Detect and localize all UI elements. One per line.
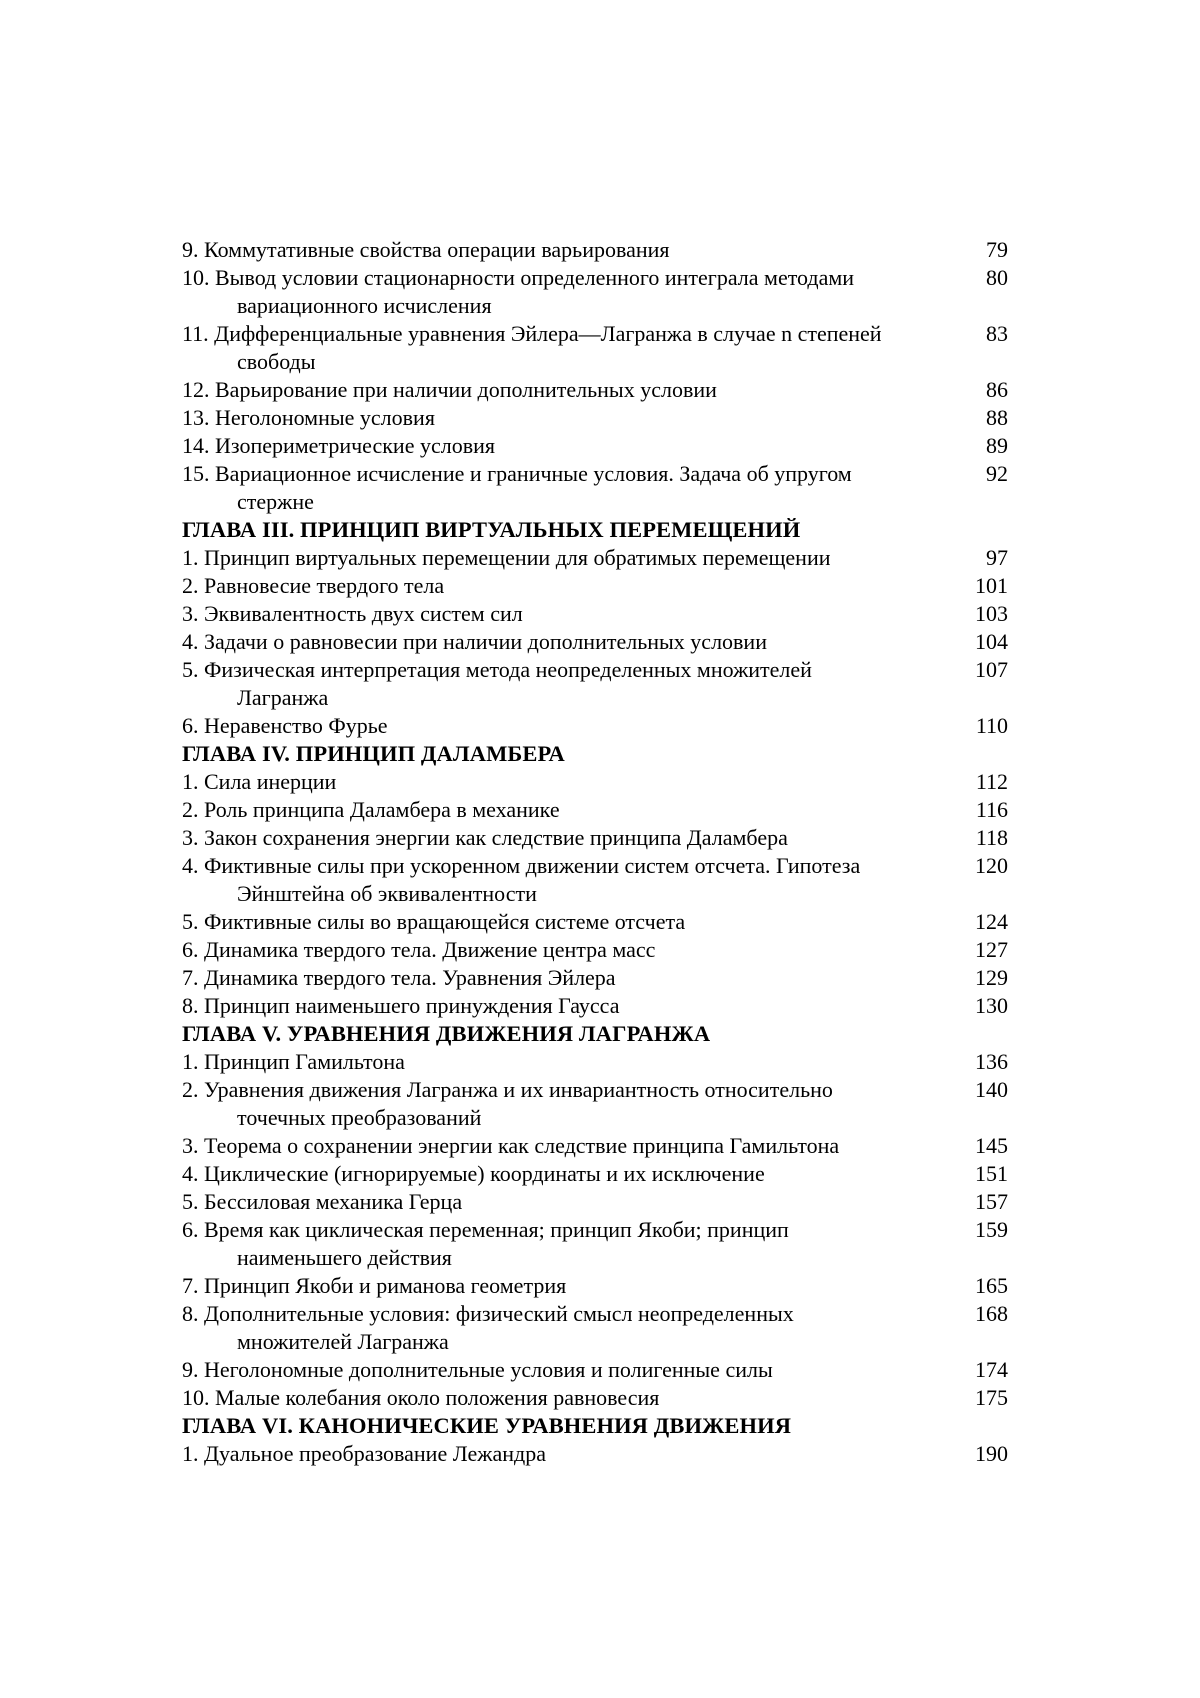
toc-page-number: 151 xyxy=(975,1161,1008,1186)
toc-entry xyxy=(182,1076,1022,1132)
toc-entry-title-line: 1. Принцип виртуальных перемещении для обратимых перемещении xyxy=(182,545,831,570)
toc-entry-title-continuation: множителей Лагранжа xyxy=(237,1329,449,1354)
chapter-heading: ГЛАВА III. ПРИНЦИП ВИРТУАЛЬНЫХ ПЕРЕМЕЩЕНИЙ xyxy=(182,517,801,542)
toc-entry-title xyxy=(182,1440,952,1468)
toc-entry-title-line: 8. Дополнительные условия: физический смысл неопределенных xyxy=(182,1301,794,1326)
toc-entry xyxy=(182,712,1022,740)
toc-entry-title-line: 3. Закон сохранения энергии как следствие принципа Даламбера xyxy=(182,825,788,850)
toc-entry-title-line: 4. Фиктивные силы при ускоренном движении систем отсчета. Гипотеза xyxy=(182,853,861,878)
toc-entry xyxy=(182,376,1022,404)
toc-entry-title xyxy=(182,1160,952,1188)
toc-entry xyxy=(182,656,1022,712)
toc-page-number: 127 xyxy=(975,937,1008,962)
toc-entry-title xyxy=(182,1384,952,1412)
toc-entry-title-line: 7. Принцип Якоби и риманова геометрия xyxy=(182,1273,567,1298)
chapter-heading: ГЛАВА V. УРАВНЕНИЯ ДВИЖЕНИЯ ЛАГРАНЖА xyxy=(182,1021,711,1046)
toc-page-number: 118 xyxy=(975,825,1008,850)
toc-entry-title xyxy=(182,1300,952,1356)
toc-entry-title xyxy=(182,376,952,404)
toc-entry-title-line: 5. Физическая интерпретация метода неопределенных множителей xyxy=(182,657,812,682)
toc-page-number: 97 xyxy=(986,545,1008,570)
toc-entry-title-continuation: точечных преобразований xyxy=(237,1105,482,1130)
toc-entry xyxy=(182,1048,1022,1076)
toc-entry xyxy=(182,460,1022,516)
toc-entry xyxy=(182,544,1022,572)
toc-entry xyxy=(182,1160,1022,1188)
toc-entry-title-line: 10. Вывод условии стационарности определенного интеграла методами xyxy=(182,265,855,290)
toc-entry xyxy=(182,964,1022,992)
chapter-heading: ГЛАВА IV. ПРИНЦИП ДАЛАМБЕРА xyxy=(182,741,565,766)
toc-page-number: 130 xyxy=(975,993,1008,1018)
toc-page-number: 124 xyxy=(975,909,1008,934)
toc-page-number: 168 xyxy=(975,1301,1008,1326)
toc-page-number: 86 xyxy=(986,377,1008,402)
toc-page-number: 92 xyxy=(986,461,1008,486)
toc-entry-title-line: 10. Малые колебания около положения равновесия xyxy=(182,1385,660,1410)
toc-entry-title-line: 7. Динамика твердого тела. Уравнения Эйлера xyxy=(182,965,616,990)
toc-entry-title-continuation: стержне xyxy=(237,489,314,514)
toc-page-number: 129 xyxy=(975,965,1008,990)
toc-entry-title-line: 4. Циклические (игнорируемые) координаты и их исключение xyxy=(182,1161,765,1186)
toc-entry-title-line: 8. Принцип наименьшего принуждения Гаусса xyxy=(182,993,620,1018)
toc-entry-title-line: 6. Неравенство Фурье xyxy=(182,713,388,738)
toc-entry-title xyxy=(182,1132,952,1160)
toc-entry-title-line: 5. Бессиловая механика Герца xyxy=(182,1189,463,1214)
toc-entry-title-line: 1. Сила инерции xyxy=(182,769,337,794)
toc-entry-title-line: 15. Вариационное исчисление и граничные условия. Задача об упругом xyxy=(182,461,852,486)
toc-entry-title-line: 2. Уравнения движения Лагранжа и их инвариантность относительно xyxy=(182,1077,833,1102)
toc-entry-title xyxy=(182,768,952,796)
toc-entry-title-line: 2. Равновесие твердого тела xyxy=(182,573,445,598)
toc-entry-title xyxy=(182,992,952,1020)
toc-entry-title xyxy=(182,1356,952,1384)
toc-page-number: 110 xyxy=(975,713,1008,738)
toc-entry-title xyxy=(182,1216,952,1272)
toc-page-number: 136 xyxy=(975,1049,1008,1074)
toc-page-number: 104 xyxy=(975,629,1008,654)
toc-page-number: 83 xyxy=(986,321,1008,346)
toc-entry xyxy=(182,320,1022,376)
toc-entry-title-line: 12. Варьирование при наличии дополнительных условии xyxy=(182,377,717,402)
toc-entry-title xyxy=(182,572,952,600)
toc-entry-title xyxy=(182,460,952,516)
toc-entry xyxy=(182,908,1022,936)
toc-entry xyxy=(182,768,1022,796)
toc-entry-title xyxy=(182,1048,952,1076)
toc-entry xyxy=(182,1300,1022,1356)
toc-page-number: 112 xyxy=(975,769,1008,794)
toc-entry-title-line: 9. Коммутативные свойства операции варьирования xyxy=(182,237,670,262)
toc-page-number: 89 xyxy=(986,433,1008,458)
toc-entry-title xyxy=(182,432,952,460)
toc-entry-title xyxy=(182,796,952,824)
toc-entry-title xyxy=(182,1272,952,1300)
toc-page-number: 88 xyxy=(986,405,1008,430)
toc-entry-title-continuation: наименьшего действия xyxy=(237,1245,452,1270)
toc-page-number: 190 xyxy=(975,1441,1008,1466)
toc-entry-title xyxy=(182,824,952,852)
toc-entry-title xyxy=(182,908,952,936)
toc-entry-title-line: 2. Роль принципа Даламбера в механике xyxy=(182,797,560,822)
toc-page-number: 157 xyxy=(975,1189,1008,1214)
toc-entry xyxy=(182,1216,1022,1272)
toc-entry-title-continuation: Эйнштейна об эквивалентности xyxy=(237,881,537,906)
toc-page-number: 103 xyxy=(975,601,1008,626)
toc-entry-title-line: 3. Эквивалентность двух систем сил xyxy=(182,601,523,626)
toc-entry xyxy=(182,824,1022,852)
toc-entry-title-line: 4. Задачи о равновесии при наличии дополнительных условии xyxy=(182,629,767,654)
toc-entry-title-line: 14. Изопериметрические условия xyxy=(182,433,495,458)
toc-page-number: 79 xyxy=(986,237,1008,262)
chapter-heading: ГЛАВА VI. КАНОНИЧЕСКИЕ УРАВНЕНИЯ ДВИЖЕНИЯ xyxy=(182,1413,792,1438)
toc-entry xyxy=(182,628,1022,656)
toc-entry-title xyxy=(182,1188,952,1216)
toc-page-number: 107 xyxy=(975,657,1008,682)
toc-entry-title xyxy=(182,320,952,376)
toc-page-number: 80 xyxy=(986,265,1008,290)
toc-entry xyxy=(182,236,1022,264)
toc-page-number: 159 xyxy=(975,1217,1008,1242)
toc-entry-title xyxy=(182,628,952,656)
table-of-contents xyxy=(182,236,1022,1468)
toc-page-number: 116 xyxy=(975,797,1008,822)
toc-entry-title-line: 6. Время как циклическая переменная; принцип Якоби; принцип xyxy=(182,1217,789,1242)
toc-entry xyxy=(182,1356,1022,1384)
toc-page-number: 174 xyxy=(975,1357,1008,1382)
toc-entry-title-line: 9. Неголономные дополнительные условия и полигенные силы xyxy=(182,1357,773,1382)
toc-entry xyxy=(182,1272,1022,1300)
toc-entry xyxy=(182,936,1022,964)
toc-page-number: 120 xyxy=(975,853,1008,878)
toc-entry xyxy=(182,992,1022,1020)
toc-entry-title-line: 6. Динамика твердого тела. Движение центра масс xyxy=(182,937,656,962)
toc-page-number: 140 xyxy=(975,1077,1008,1102)
toc-entry xyxy=(182,264,1022,320)
toc-entry-title xyxy=(182,236,952,264)
toc-entry-title xyxy=(182,936,952,964)
toc-page-number: 101 xyxy=(975,573,1008,598)
toc-entry-title xyxy=(182,404,952,432)
toc-entry-title xyxy=(182,656,952,712)
toc-entry-title-continuation: вариационного исчисления xyxy=(237,293,492,318)
toc-entry xyxy=(182,1188,1022,1216)
toc-entry xyxy=(182,432,1022,460)
toc-entry-title xyxy=(182,964,952,992)
toc-entry xyxy=(182,796,1022,824)
toc-entry-title xyxy=(182,264,952,320)
toc-entry-title-line: 3. Теорема о сохранении энергии как следствие принципа Гамильтона xyxy=(182,1133,840,1158)
toc-entry xyxy=(182,1384,1022,1412)
toc-entry-title xyxy=(182,712,952,740)
toc-entry-title xyxy=(182,852,952,908)
toc-entry xyxy=(182,572,1022,600)
toc-page-number: 175 xyxy=(975,1385,1008,1410)
toc-entry xyxy=(182,600,1022,628)
toc-entry-title-continuation: свободы xyxy=(237,349,316,374)
toc-entry-title-line: 13. Неголономные условия xyxy=(182,405,435,430)
toc-entry xyxy=(182,1132,1022,1160)
toc-entry-title-continuation: Лагранжа xyxy=(237,685,329,710)
toc-entry-title-line: 1. Принцип Гамильтона xyxy=(182,1049,405,1074)
toc-entry-title-line: 1. Дуальное преобразование Лежандра xyxy=(182,1441,546,1466)
toc-entry-title-line: 5. Фиктивные силы во вращающейся системе отсчета xyxy=(182,909,686,934)
toc-entry-title xyxy=(182,1076,952,1132)
toc-entry-title xyxy=(182,544,952,572)
toc-entry xyxy=(182,1440,1022,1468)
toc-entry xyxy=(182,852,1022,908)
toc-page-number: 145 xyxy=(975,1133,1008,1158)
toc-entry-title-line: 11. Дифференциальные уравнения Эйлера—Лагранжа в случае n степеней xyxy=(182,321,882,346)
toc-entry xyxy=(182,404,1022,432)
toc-entry-title xyxy=(182,600,952,628)
toc-page-number: 165 xyxy=(975,1273,1008,1298)
